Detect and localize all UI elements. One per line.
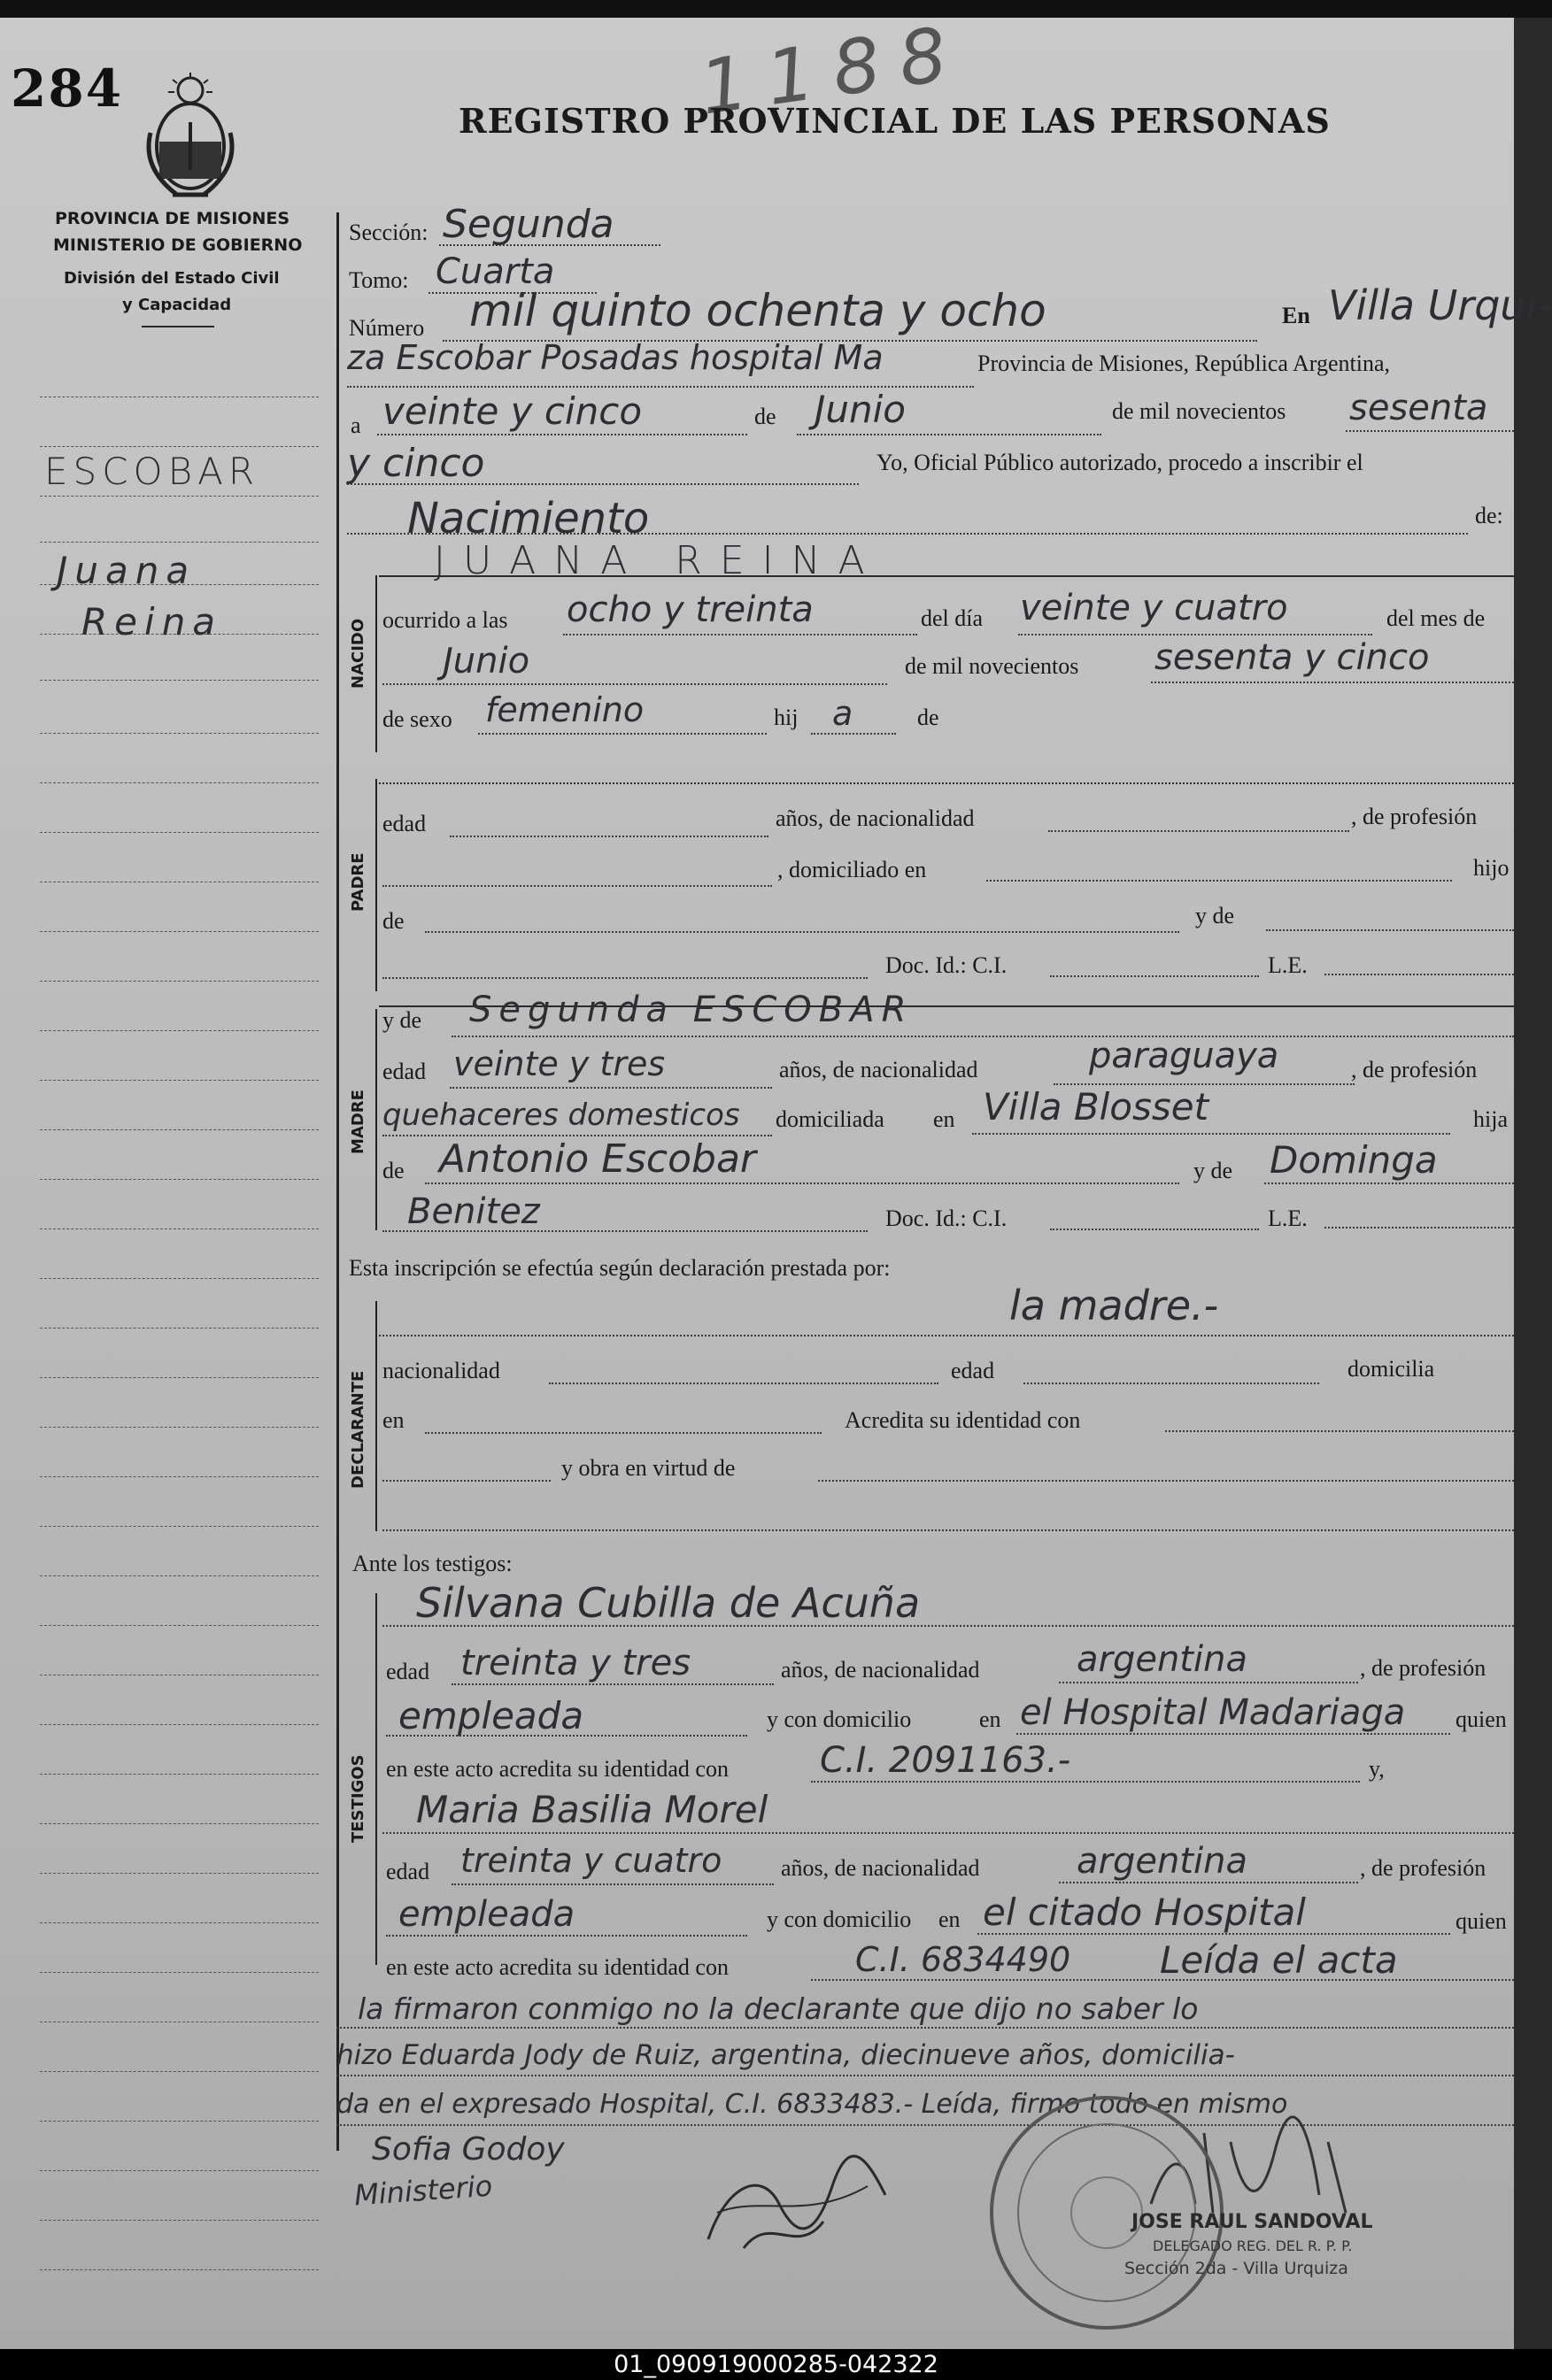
line-testigo2 (382, 1832, 1514, 1834)
label-madre-domiciliada: domiciliada (776, 1106, 884, 1132)
value-testigo2: Maria Basilia Morel (416, 1788, 768, 1831)
label-decl-edad: edad (951, 1358, 995, 1383)
line-madre-le (1324, 1227, 1514, 1229)
label-numero: Número (349, 315, 425, 341)
line-hij (811, 733, 896, 735)
value-t1-edad: treinta y tres (460, 1643, 691, 1683)
value-tomo: Cuarta (436, 251, 555, 292)
label-padre-le: L.E. (1268, 952, 1308, 978)
value-t1-dom: el Hospital Madariaga (1020, 1692, 1406, 1733)
margin-surname: ESCOBAR (44, 450, 259, 493)
label-madre-hija: hija (1473, 1106, 1508, 1132)
line-t1-doc (811, 1781, 1360, 1783)
label-madre-y-de2: y de (1193, 1158, 1233, 1183)
value-hij-suffix: a (832, 694, 853, 733)
coat-of-arms-logo (133, 71, 248, 207)
line-decl-edad (1023, 1383, 1319, 1384)
value-final-3: da en el expresado Hospital, C.I. 6833483.- Leída, firmo todo en mismo (336, 2089, 1288, 2120)
label-t1-prof: , de profesión (1360, 1655, 1486, 1681)
label-en: En (1282, 303, 1310, 328)
value-t1-nac: argentina (1077, 1639, 1247, 1680)
value-lugar-cont: za Escobar Posadas hospital Ma (347, 338, 884, 377)
label-madre-de: de (382, 1158, 405, 1183)
label-madre-y-de: y de (382, 1007, 422, 1033)
line-padre-padre (425, 931, 1179, 933)
value-final-4: Sofia Godoy (372, 2131, 565, 2168)
page-number: 284 (11, 58, 124, 119)
value-t2-prof: empleada (398, 1894, 575, 1935)
value-dia: veinte y cinco (382, 389, 643, 433)
label-t1-dom: y con domicilio (767, 1706, 912, 1732)
label-del-mes-de: del mes de (1386, 605, 1486, 631)
line-padre-ci (1050, 975, 1259, 977)
declarante-divider (375, 1301, 377, 1531)
line-sexo (478, 733, 767, 735)
line-decl-nac (549, 1383, 938, 1384)
value-dia-nac: veinte y cuatro (1020, 588, 1288, 628)
line-padre-edad (450, 836, 768, 837)
value-final-2: hizo Eduarda Jody de Ruiz, argentina, diecinueve años, domicilia- (336, 2039, 1235, 2071)
label-decl-domicilia: domicilia (1347, 1356, 1435, 1382)
value-anio: sesenta (1349, 388, 1488, 428)
value-mes-nac: Junio (443, 641, 530, 682)
line-t2-prof (386, 1935, 747, 1937)
line-padre-doc (382, 977, 868, 979)
line-t2-edad (452, 1883, 774, 1885)
value-madre-nac: paraguaya (1089, 1036, 1279, 1076)
label-t2-quien: quien (1455, 1908, 1507, 1934)
line-padre-le (1324, 974, 1514, 975)
label-de-hij: de (917, 705, 939, 730)
line-t1-edad (452, 1683, 774, 1685)
value-madre-madre-cont: Benitez (407, 1191, 540, 1232)
scan-edge (1514, 18, 1552, 2349)
org-division: División del Estado Civil (64, 269, 280, 288)
value-t1-prof: empleada (398, 1694, 584, 1737)
label-madre-prof: , de profesión (1351, 1057, 1478, 1082)
main-divider (336, 212, 339, 2151)
line-madre-edad (450, 1087, 772, 1089)
line-declarante (379, 1335, 1514, 1336)
value-madre-prof: quehaceres domesticos (382, 1098, 740, 1133)
label-decl-nac: nacionalidad (382, 1358, 500, 1383)
line-dia-nac (1018, 634, 1372, 635)
line-padre-prof (382, 885, 772, 887)
value-nombre: JUANA REINA (434, 538, 883, 583)
line-decl-acredita (1165, 1430, 1514, 1432)
signature-left: Ministerio (352, 2168, 494, 2213)
stamp-role: DELEGADO REG. DEL R. P. P. (1153, 2238, 1353, 2254)
line-decl-en (425, 1432, 822, 1434)
line-padre-dom (986, 880, 1452, 882)
label-padre-prof: , de profesión (1351, 804, 1478, 829)
label-madre-le: L.E. (1268, 1205, 1308, 1231)
label-padre-doc: Doc. Id.: C.I. (885, 952, 1008, 978)
label-madre-edad: edad (382, 1059, 427, 1084)
label-yo: Yo, Oficial Público autorizado, procedo a inscribir el (876, 450, 1363, 475)
label-decl-obra: y obra en virtud de (561, 1455, 736, 1481)
label-t1-anos: años, de nacionalidad (781, 1657, 980, 1683)
label-de-mil-nov: de mil novecientos (905, 653, 1079, 679)
value-madre-nombre: Segunda ESCOBAR (469, 990, 914, 1030)
margin-given-name-2: Reina (81, 600, 223, 643)
label-t1-en: en (979, 1706, 1001, 1732)
label-t2-en-este-acto: en este acto acredita su identidad con (386, 1954, 729, 1980)
label-t2-anos: años, de nacionalidad (781, 1855, 980, 1881)
line-t2-nac (1059, 1882, 1358, 1883)
signature-official (691, 2133, 903, 2269)
padre-divider (375, 779, 377, 991)
label-a: a (351, 412, 361, 438)
line-madre-ci (1050, 1229, 1259, 1230)
value-madre-padre: Antonio Escobar (439, 1136, 756, 1182)
value-mes: Junio (815, 388, 906, 431)
value-declarante: la madre.- (1009, 1282, 1219, 1329)
label-ocurrido: ocurrido a las (382, 607, 508, 633)
value-anio-nac: sesenta y cinco (1154, 637, 1430, 678)
org-ministry: MINISTERIO DE GOBIERNO (53, 235, 303, 255)
line-mes-nac (382, 683, 887, 685)
label-decl-acredita: Acredita su identidad con (845, 1407, 1081, 1433)
line-nombre (379, 575, 1514, 577)
file-name-label: 01_090919000285-042322 (614, 2351, 938, 2378)
label-del-dia: del día (921, 605, 984, 631)
line-decl-end (382, 1529, 1514, 1531)
line-hora (563, 634, 917, 635)
label-esta-inscripcion: Esta inscripción se efectúa según declaración prestada por: (349, 1255, 891, 1281)
line-final-2 (336, 2075, 1514, 2076)
madre-divider (375, 1009, 377, 1230)
value-testigo1: Silvana Cubilla de Acuña (416, 1579, 921, 1627)
value-sexo: femenino (485, 690, 645, 729)
line-anio-cont (347, 483, 859, 485)
label-padre-y-de: y de (1195, 903, 1235, 928)
label-padre-de: de (382, 908, 405, 934)
value-anio-cont: y cinco (347, 441, 485, 486)
nacido-divider (375, 575, 377, 752)
value-t1-doc: C.I. 2091163.- (820, 1740, 1071, 1781)
margin-given-name-1: Juana (57, 549, 197, 592)
line-decl-obra (818, 1480, 1514, 1482)
line-t1-dom (1016, 1733, 1450, 1735)
value-madre-madre: Dominga (1270, 1138, 1438, 1182)
value-numero: mil quinto ochenta y ocho (469, 285, 1046, 336)
label-seccion: Sección: (349, 220, 429, 245)
value-en-lugar: Villa Urqui- (1328, 281, 1552, 329)
label-ante-testigos: Ante los testigos: (352, 1551, 513, 1576)
line-padre-nac (1048, 830, 1349, 832)
line-madre-doc (382, 1230, 868, 1232)
label-t2-en: en (938, 1906, 961, 1932)
label-t2-prof: , de profesión (1360, 1855, 1486, 1881)
label-padre-dom: , domiciliado en (777, 857, 927, 882)
label-t1-y: y, (1369, 1756, 1385, 1782)
line-madre-nombre (452, 1036, 1514, 1037)
label-tomo: Tomo: (349, 267, 409, 293)
label-t1-en-este-acto: en este acto acredita su identidad con (386, 1756, 729, 1782)
value-final-top: Leída el acta (1160, 1938, 1398, 1982)
label-t1-edad: edad (386, 1659, 430, 1684)
value-t2-dom: el citado Hospital (983, 1891, 1306, 1934)
org-capacity: y Capacidad (122, 296, 232, 314)
label-de-mil: de mil novecientos (1112, 398, 1286, 424)
section-nacido: NACIDO (349, 618, 367, 689)
label-t2-edad: edad (386, 1859, 430, 1884)
line-nacido-end (379, 782, 1514, 784)
value-t2-doc: C.I. 6834490 (855, 1940, 1071, 1979)
label-de: de (754, 404, 776, 429)
section-testigos: TESTIGOS (349, 1754, 367, 1843)
line-testigo1 (382, 1625, 1514, 1627)
line-padre-madre (1266, 929, 1514, 931)
registry-title: REGISTRO PROVINCIAL DE LAS PERSONAS (459, 101, 1331, 141)
line-anio (1346, 430, 1514, 432)
value-acto: Nacimiento (407, 494, 650, 543)
value-hora: ocho y treinta (567, 589, 814, 630)
label-de-sexo: de sexo (382, 706, 452, 732)
label-madre-anos: años, de nacionalidad (779, 1057, 978, 1082)
section-declarante: DECLARANTE (349, 1370, 367, 1489)
stamp-section: Sección 2da - Villa Urquiza (1124, 2259, 1348, 2278)
stamp-name: JOSE RAUL SANDOVAL (1131, 2211, 1373, 2233)
line-t1-prof (386, 1735, 747, 1737)
label-madre-en: en (933, 1106, 955, 1132)
org-province: PROVINCIA DE MISIONES (55, 209, 290, 228)
label-padre-hijo: hijo (1473, 855, 1510, 881)
value-madre-edad: veinte y tres (453, 1044, 666, 1083)
value-t2-edad: treinta y cuatro (460, 1841, 722, 1880)
line-final-1 (336, 2027, 1514, 2029)
line-dia (377, 434, 747, 435)
line-madre-padre (425, 1182, 1179, 1184)
line-decl-obra-pre (382, 1480, 551, 1482)
label-de-colon: de: (1475, 503, 1503, 528)
line-acto (347, 533, 1468, 535)
label-provincia: Provincia de Misiones, República Argentina, (977, 350, 1390, 376)
section-padre: PADRE (349, 852, 367, 912)
line-madre-dom (972, 1133, 1450, 1135)
label-t2-dom: y con domicilio (767, 1906, 912, 1932)
value-t2-nac: argentina (1077, 1841, 1247, 1882)
label-decl-en: en (382, 1407, 405, 1433)
value-madre-dom: Villa Blosset (983, 1085, 1209, 1128)
line-anio-nac (1151, 682, 1514, 683)
handwritten-record-number: 1188 (694, 8, 972, 132)
value-seccion: Segunda (443, 202, 614, 247)
label-hij: hij (774, 705, 799, 730)
section-madre: MADRE (349, 1090, 367, 1154)
value-final-1: la firmaron conmigo no la declarante que dijo no saber lo (358, 1991, 1199, 2026)
line-mes (797, 434, 1101, 435)
org-underline (142, 326, 214, 327)
testigos-divider (375, 1593, 377, 1965)
label-madre-doc: Doc. Id.: C.I. (885, 1205, 1008, 1231)
label-padre-anos: años, de nacionalidad (776, 805, 975, 831)
label-padre-edad: edad (382, 811, 427, 836)
label-t1-quien: quien (1455, 1706, 1507, 1732)
line-t1-nac (1059, 1682, 1358, 1683)
line-madre-madre (1264, 1182, 1514, 1184)
